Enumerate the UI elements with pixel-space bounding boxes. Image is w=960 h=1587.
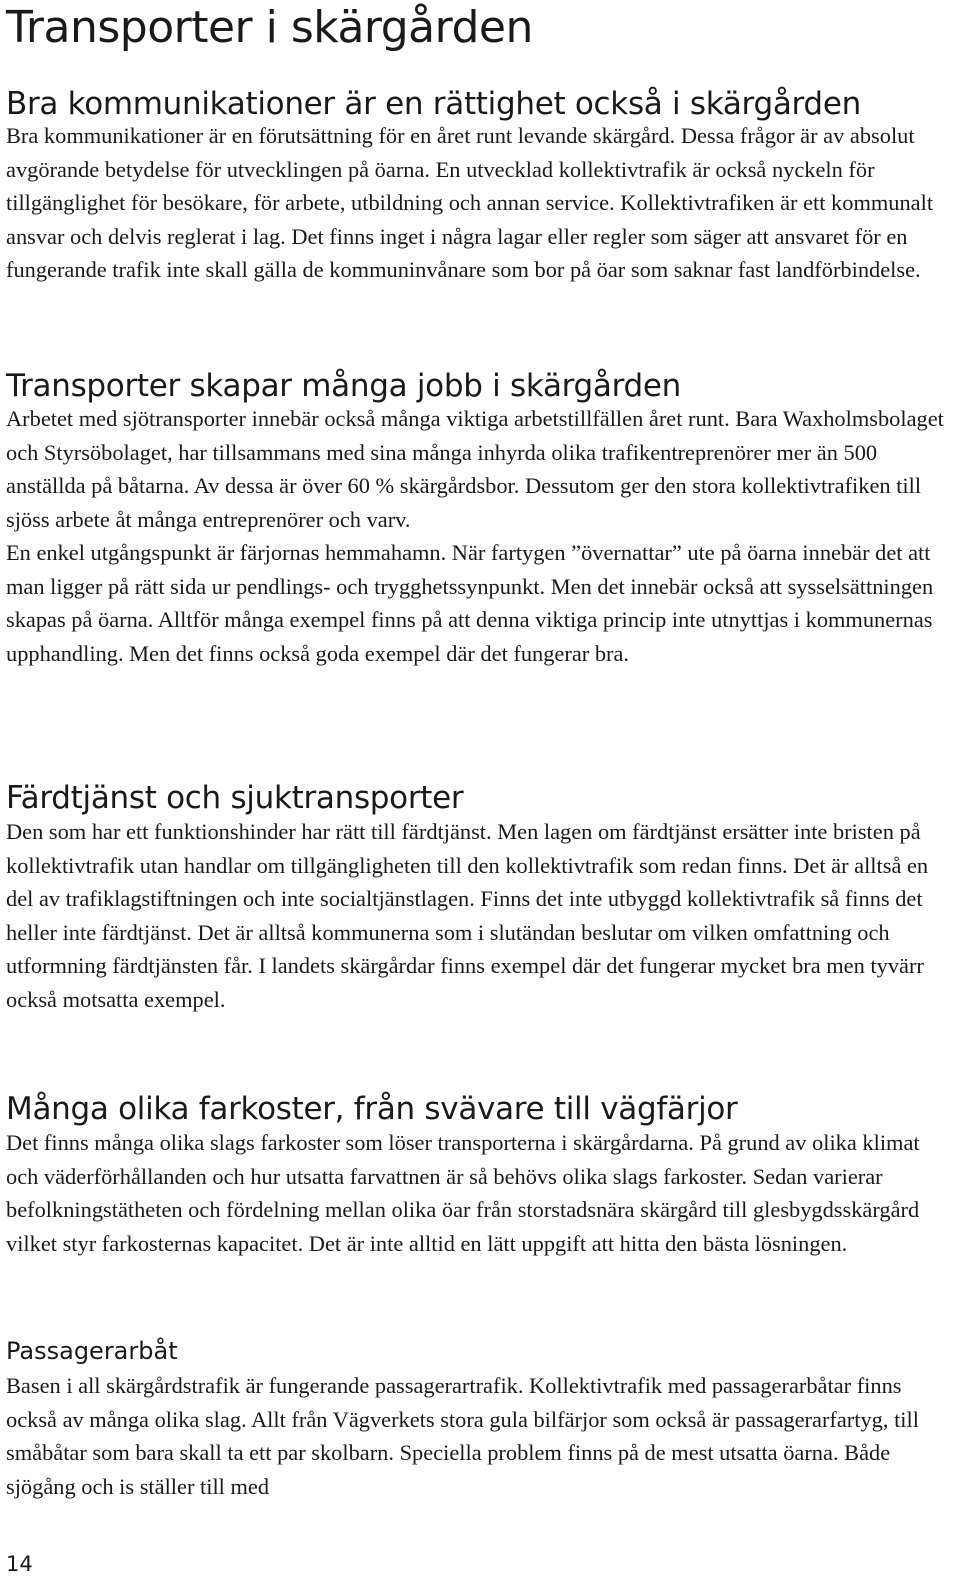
page-title: Transporter i skärgården [6,2,533,53]
page-number: 14 [6,1552,33,1576]
paragraph: En enkel utgångspunkt är färjornas hemmahamn. När fartygen ”övernattar” ute på öarna innebär det att man ligger på rätt sida ur pendlings- och trygghetssynpunkt. Men det innebär också att sysselsättningen skapas på öarna. Alltför många exempel finns på att denna viktiga princip inte utnyttjas i kommunernas upphandling. Men det finns också goda exempel där det fungerar bra. [6,540,934,666]
paragraph: Det finns många olika slags farkoster som löser transporterna i skärgårdarna. På grund av olika klimat och väderförhållanden och hur utsatta farvattnen är så behövs olika slags farkoster. Sedan varierar befolkningstätheten och fördelning mellan olika öar från storstadsnära skärgård till glesbygdsskärgård vilket styr farkosternas kapacitet. Det är inte alltid en lätt uppgift att hitta den bästa lösningen. [6,1130,920,1256]
section-communications [6,86,951,287]
section-heading: Bra kommunikationer är en rättighet också i skärgården [6,86,861,122]
section-heading: Passagerarbåt [6,1337,178,1365]
section-passenger-boat [6,1337,951,1503]
section-heading: Transporter skapar många jobb i skärgården [6,368,682,404]
section-transport-service [6,780,951,1016]
section-heading: Många olika farkoster, från svävare till vägfärjor [6,1091,738,1127]
section-heading: Färdtjänst och sjuktransporter [6,780,464,816]
paragraph: Bra kommunikationer är en förutsättning för en året runt levande skärgård. Dessa frågor är av absolut avgörande betydelse för utvecklingen på öarna. En utvecklad kollektivtrafik är också nyckeln för tillgänglighet för besökare, för arbete, utbildning och annan service. Kollektivtrafiken är ett kommunalt ansvar och delvis reglerat i lag. Det finns inget i några lagar eller regler som säger att ansvaret för en fungerande trafik inte skall gälla de kommuninvånare som bor på öar som saknar fast landförbindelse. [6,123,934,282]
paragraph: Arbetet med sjötransporter innebär också många viktiga arbetstillfällen året runt. Bara Waxholmsbolaget och Styrsöbolaget, har tillsammans med sina många inhyrda olika trafikentreprenörer mer än 500 anställda på båtarna. Av dessa är över 60 % skärgårdsbor. Dessutom ger den stora kollektivtrafiken till sjöss arbete åt många entreprenörer och varv. [6,406,944,532]
paragraph: Den som har ett funktionshinder har rätt till färdtjänst. Men lagen om färdtjänst ersätter inte bristen på kollektivtrafik utan handlar om tillgängligheten till den kollektivtrafik som redan finns. Det är alltså en del av trafiklagstiftningen och inte socialtjänstlagen. Finns det inte utbyggd kollektivtrafik så finns det heller inte färdtjänst. Det är alltså kommunerna som i slutändan beslutar om vilken omfattning och utformning färdtjänsten får. I landets skärgårdar finns exempel där det fungerar mycket bra men tyvärr också motsatta exempel. [6,819,929,1012]
section-jobs [6,368,951,670]
section-vessels [6,1091,951,1260]
paragraph: Basen i all skärgårdstrafik är fungerande passagerartrafik. Kollektivtrafik med passagerarbåtar finns också av många olika slag. Allt från Vägverkets stora gula bilfärjor som också är passagerarfartyg, till småbåtar som bara skall ta ett par skolbarn. Speciella problem finns på de mest utsatta öarna. Både sjögång och is ställer till med [6,1373,919,1499]
